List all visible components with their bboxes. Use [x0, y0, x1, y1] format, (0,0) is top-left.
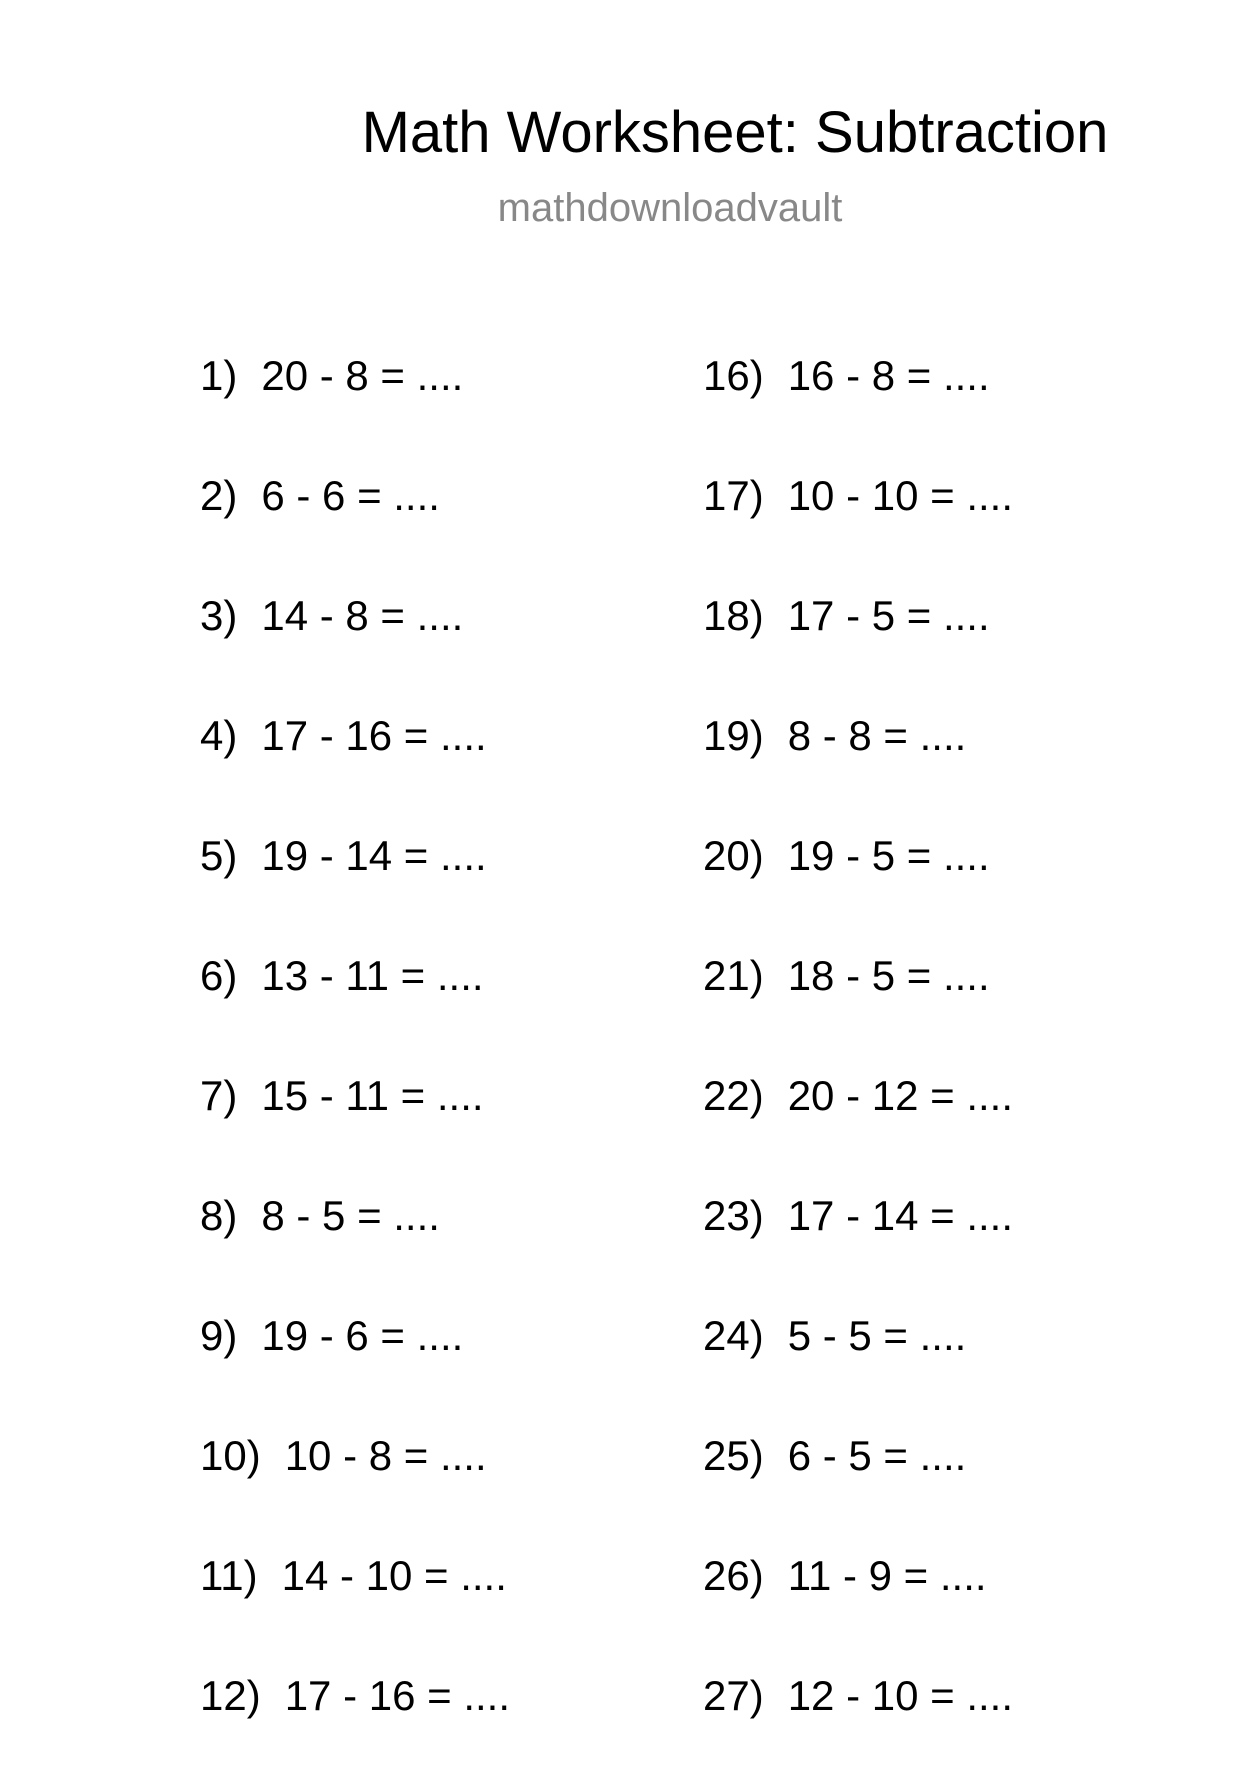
problem-expression: 10 - 8 = ....	[284, 1432, 487, 1479]
problem-item	[703, 832, 1013, 952]
problem-number: 8)	[200, 1192, 238, 1239]
problem-expression: 17 - 16 = ....	[261, 712, 487, 759]
problem-number: 16)	[703, 352, 764, 399]
problem-expression: 10 - 10 = ....	[787, 472, 1014, 519]
problem-item	[703, 1672, 1013, 1792]
problem-number: 1)	[200, 352, 238, 399]
problem-expression: 19 - 5 = ....	[787, 832, 990, 879]
problem-item	[200, 832, 510, 952]
problem-item	[200, 1432, 510, 1552]
problem-number: 25)	[703, 1432, 764, 1479]
problem-number: 19)	[703, 712, 764, 759]
problem-number: 26)	[703, 1552, 764, 1599]
problem-expression: 11 - 9 = ....	[787, 1552, 987, 1599]
problem-item	[703, 1192, 1013, 1312]
problem-number: 17)	[703, 472, 764, 519]
problem-number: 22)	[703, 1072, 764, 1119]
problem-expression: 12 - 10 = ....	[787, 1672, 1014, 1719]
problem-number: 2)	[200, 472, 238, 519]
problem-number: 3)	[200, 592, 238, 639]
problem-item	[703, 1552, 1013, 1672]
problem-number: 5)	[200, 832, 238, 879]
problem-expression: 18 - 5 = ....	[787, 952, 990, 999]
problem-number: 18)	[703, 592, 764, 639]
problem-item	[703, 952, 1013, 1072]
worksheet-title: Math Worksheet: Subtraction	[361, 100, 1109, 165]
problem-expression: 15 - 11 = ....	[261, 1072, 484, 1119]
problem-item	[200, 1192, 510, 1312]
problem-expression: 13 - 11 = ....	[261, 952, 484, 999]
problem-item	[703, 1072, 1013, 1192]
problem-item	[703, 1432, 1013, 1552]
problem-item	[200, 1552, 510, 1672]
problem-expression: 14 - 10 = ....	[281, 1552, 507, 1599]
problem-item	[200, 1672, 510, 1792]
problem-expression: 5 - 5 = ....	[787, 1312, 967, 1359]
problem-column-left	[200, 352, 510, 1792]
problem-number: 24)	[703, 1312, 764, 1359]
problem-item	[200, 1072, 510, 1192]
problem-expression: 17 - 5 = ....	[787, 592, 990, 639]
problem-number: 4)	[200, 712, 238, 759]
problem-expression: 19 - 6 = ....	[261, 1312, 464, 1359]
problem-number: 11)	[200, 1552, 258, 1599]
worksheet-source: mathdownloadvault	[497, 186, 843, 230]
problem-item	[703, 592, 1013, 712]
problem-number: 23)	[703, 1192, 764, 1239]
problem-expression: 16 - 8 = ....	[787, 352, 990, 399]
problem-item	[703, 712, 1013, 832]
problem-number: 27)	[703, 1672, 764, 1719]
problem-item	[200, 1312, 510, 1432]
problem-number: 9)	[200, 1312, 238, 1359]
problem-item	[200, 592, 510, 712]
problem-item	[703, 1312, 1013, 1432]
problem-item	[200, 952, 510, 1072]
problem-expression: 19 - 14 = ....	[261, 832, 487, 879]
problem-expression: 14 - 8 = ....	[261, 592, 464, 639]
problem-expression: 20 - 12 = ....	[787, 1072, 1014, 1119]
problem-number: 6)	[200, 952, 238, 999]
problem-expression: 17 - 14 = ....	[787, 1192, 1014, 1239]
problem-item	[703, 472, 1013, 592]
problem-number: 21)	[703, 952, 764, 999]
problem-number: 12)	[200, 1672, 261, 1719]
problem-item	[200, 712, 510, 832]
problem-column-right	[703, 352, 1013, 1792]
problem-item	[200, 472, 510, 592]
problem-number: 10)	[200, 1432, 261, 1479]
problem-item	[200, 352, 510, 472]
problem-expression: 6 - 6 = ....	[261, 472, 440, 519]
problem-expression: 17 - 16 = ....	[284, 1672, 511, 1719]
problem-number: 20)	[703, 832, 764, 879]
problem-expression: 20 - 8 = ....	[261, 352, 464, 399]
problem-expression: 8 - 5 = ....	[261, 1192, 440, 1239]
problem-number: 7)	[200, 1072, 238, 1119]
problem-item	[703, 352, 1013, 472]
problem-expression: 6 - 5 = ....	[787, 1432, 967, 1479]
problem-expression: 8 - 8 = ....	[787, 712, 967, 759]
